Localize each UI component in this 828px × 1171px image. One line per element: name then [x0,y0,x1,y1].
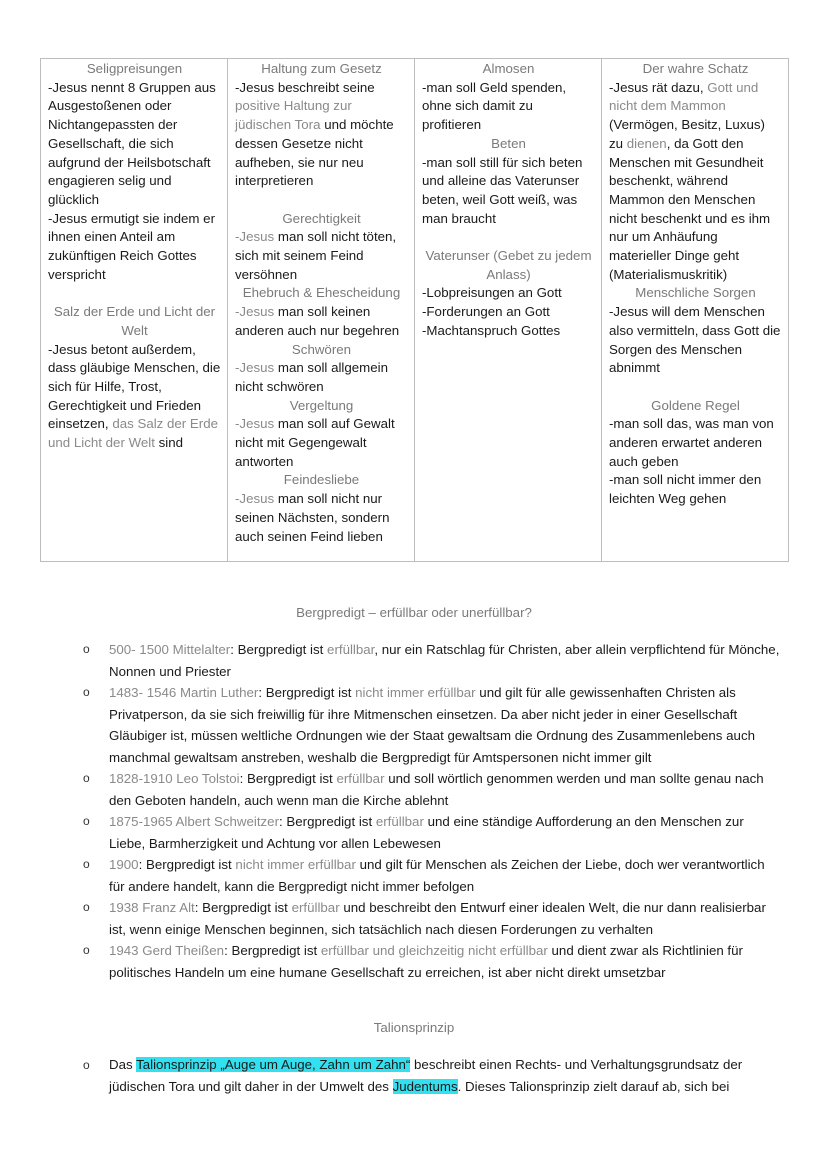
bullet-icon: o [83,814,90,828]
text-fragment: : Bergpredigt ist [138,857,236,872]
text-menschliche-sorgen: -Jesus will dem Menschen also vermitteln, dass Gott die Sorgen des Menschen abnimmt [609,304,781,376]
text-fragment-grey: erfüllbar [375,814,424,829]
heading-salz-der-erde: Salz der Erde und Licht der Welt [53,304,216,338]
text-fragment: sind [154,435,184,451]
text-fragment: man soll auf Gewalt nicht mit Gegengewalt antworten [235,416,395,469]
text-fragment: , da Gott den Menschen mit Gesundheit beschenkt, während Mammon den Menschen nicht beschenkt und es ihm nur um Anhäufung materieller Dinge geht (Materialismuskritik) [609,135,771,282]
text-fragment: : Bergpredigt ist [239,771,337,786]
text-fragment: : Bergpredigt ist [258,685,356,700]
bullet-icon: o [83,943,90,957]
text-gerechtigkeit [235,228,408,284]
column-almosen [415,59,602,562]
text-fragment-grey: das Salz der Erde und Licht der Welt [48,416,219,451]
heading-feindesliebe: Feindesliebe [283,472,360,488]
text-fragment: beschreibt einen Rechts- und Verhaltungsgrundsatz der jüdischen Tora und gilt daher in der Umwelt des [109,1057,743,1094]
list-item [80,1054,780,1098]
text-fragment-grey: dienen [626,135,667,151]
text-fragment: Das [109,1057,137,1072]
list-item [80,682,780,768]
column-seligpreisungen [41,59,228,562]
text-fragment: und gilt für alle gewissenhaften Christen als Privatperson, da sie sich freiwillig für ihre Mitmenschen einsetzen. Da aber nicht jeder in einer Gesellschaft Gläubiger ist, müssen weltliche Ordnungen wie der Staat gewaltsam die Ordnung des Zusammenlebens auch manchmal gewaltsam anstreben, weshalb die Bergpredigt für Amtspersonen nicht immer gilt [109,685,755,765]
text-fragment-grey: -Jesus [235,360,275,376]
talionsprinzip-list [80,1054,780,1098]
list-item [80,897,780,940]
text-fragment-grey: -Jesus [235,491,275,507]
heading-ehebruch: Ehebruch & Ehescheidung [242,285,401,301]
list-item [80,811,780,854]
text-fragment: , nur ein Ratschlag für Christen, aber allein verpflichtend für Mönche, Nonnen und Priester [109,642,780,679]
bullet-icon: o [83,642,90,656]
text-fragment: und beschreibt den Entwurf einer idealen Welt, die nur dann realisierbar ist, wenn einige Menschen beginnen, sich tatsächlich nach diesen Forderungen zu verhalten [109,900,766,937]
text-der-wahre-schatz [609,79,782,285]
sermon-overview-table [40,58,789,562]
text-fragment-grey: positive Haltung zur jüdischen Tora [235,98,352,133]
text-fragment: -Jesus beschreibt seine [235,79,375,95]
bullet-icon: o [83,685,90,699]
text-fragment: man soll allgemein nicht schwören [235,360,388,394]
list-item [80,639,780,682]
bullet-icon: o [83,1058,90,1072]
list-item [80,768,780,811]
highlighted-text: Judentums [392,1079,458,1094]
text-schwoeren [235,359,408,396]
text-fragment: -Jesus rät dazu, [609,79,708,95]
bullet-icon: o [83,900,90,914]
section-title-bergpredigt: Bergpredigt – erfüllbar oder unerfüllbar? [296,605,532,620]
bergpredigt-list [80,639,780,983]
text-fragment: . Dieses Talionsprinzip zielt darauf ab, sich bei [457,1079,730,1094]
text-fragment: man soll nicht töten, sich mit seinem Feind versöhnen [235,229,397,282]
text-fragment: man soll keinen anderen auch nur begehren [235,304,400,338]
bullet-icon: o [83,857,90,871]
highlighted-text: Talionsprinzip „Auge um Auge, Zahn um Zahn“ [136,1057,411,1072]
text-fragment: und möchte dessen Gesetze nicht aufheben, sie nur neu interpretieren [235,117,394,189]
text-beten: -man soll still für sich beten und alleine das Vaterunser beten, weil Gott weiß, was man braucht [422,154,583,226]
heading-vergeltung: Vergeltung [289,397,354,413]
text-fragment-grey: Gott und nicht dem Mammon [609,79,759,114]
heading-almosen: Almosen [482,61,535,76]
text-fragment-grey: erfüllbar und gleichzeitig nicht erfüllbar [320,943,548,958]
text-fragment-grey: 500- 1500 Mittelalter [109,642,231,657]
heading-seligpreisungen: Seligpreisungen [86,61,183,76]
heading-goldene-regel: Goldene Regel [651,397,740,413]
text-fragment-grey: -Jesus [235,304,275,320]
text-vergeltung [235,415,408,471]
text-fragment-grey: -Jesus [235,416,275,432]
text-fragment-grey: 1828-1910 Leo Tolstoi [109,771,240,786]
text-fragment-grey: 1943 Gerd Theißen [109,943,225,958]
text-fragment-grey: -Jesus [235,229,275,245]
text-salz-der-erde [48,341,221,453]
heading-haltung-zum-gesetz: Haltung zum Gesetz [261,61,382,76]
text-haltung-zum-gesetz [235,79,408,191]
text-fragment: man soll nicht nur seinen Nächsten, sondern auch seinen Feind lieben [235,491,390,544]
text-fragment: und eine ständige Aufforderung an den Menschen zur Liebe, Barmherzigkeit und Achtung vor allen Lebewesen [109,814,744,851]
text-fragment-grey: nicht immer erfüllbar [235,857,356,872]
list-item: -Machtanspruch Gottes [422,322,561,338]
section-title-talionsprinzip: Talionsprinzip [373,1020,455,1035]
bullet-icon: o [83,771,90,785]
text-fragment: und dient zwar als Richtlinien für politisches Handeln um eine humane Gesellschaft zu erreichen, ist aber nicht direkt umsetzbar [109,943,743,980]
text-fragment-grey: erfüllbar [291,900,340,915]
text-fragment-grey: nicht immer erfüllbar [355,685,476,700]
text-fragment: und soll wörtlich genommen werden und man sollte genau nach den Geboten handeln, auch wenn man die Kirche ablehnt [109,771,764,808]
text-fragment: (Vermögen, Besitz, Luxus) zu [609,117,765,151]
text-fragment: : Bergpredigt ist [224,943,321,958]
text-goldene-regel-1: -man soll das, was man von anderen erwartet anderen auch geben [609,416,774,469]
text-fragment: : Bergpredigt ist [279,814,376,829]
text-fragment-grey: 1875-1965 Albert Schweitzer [109,814,280,829]
column-der-wahre-schatz [602,59,789,562]
text-fragment-grey: erfüllbar [336,771,385,786]
heading-schwoeren: Schwören [291,341,352,357]
text-seligpreisungen-1: -Jesus nennt 8 Gruppen aus Ausgestoßenen oder Nichtangepassten der Gesellschaft, die sich aufgrund der Heilsbotschaft engagieren selig und glücklich [48,79,216,207]
text-goldene-regel-2: -man soll nicht immer den leichten Weg gehen [609,472,762,507]
heading-menschliche-sorgen: Menschliche Sorgen [635,285,756,301]
list-item [80,940,780,983]
text-fragment-grey: erfüllbar [327,642,375,657]
list-item: -Lobpreisungen an Gott [422,285,562,301]
text-fragment-grey: 1483- 1546 Martin Luther [109,685,259,700]
text-feindesliebe [235,490,408,546]
text-fragment: und gilt für Menschen als Zeichen der Liebe, doch wer verantwortlich für andere handelt, kann die Bergpredigt nicht immer befolgen [109,857,765,894]
text-fragment: : Bergpredigt ist [230,642,328,657]
text-ehebruch [235,303,408,340]
text-seligpreisungen-2: -Jesus ermutigt sie indem er ihnen einen Anteil am zukünftigen Reich Gottes verspricht [48,210,216,282]
text-fragment: : Bergpredigt ist [194,900,292,915]
heading-der-wahre-schatz: Der wahre Schatz [642,61,749,76]
text-almosen: -man soll Geld spenden, ohne sich damit zu profitieren [422,79,567,133]
text-fragment-grey: 1938 Franz Alt [109,900,195,915]
text-fragment-grey: 1900 [109,857,139,872]
text-fragment: -Jesus betont außerdem, dass gläubige Menschen, die sich für Hilfe, Trost, Gerechtigkeit und Frieden einsetzen, [48,341,221,432]
list-item: -Forderungen an Gott [422,304,550,320]
heading-beten: Beten [491,135,526,151]
list-item [80,854,780,897]
heading-gerechtigkeit: Gerechtigkeit [282,210,361,226]
column-haltung-zum-gesetz [228,59,415,562]
heading-vaterunser: Vaterunser (Gebet zu jedem Anlass) [425,248,592,282]
